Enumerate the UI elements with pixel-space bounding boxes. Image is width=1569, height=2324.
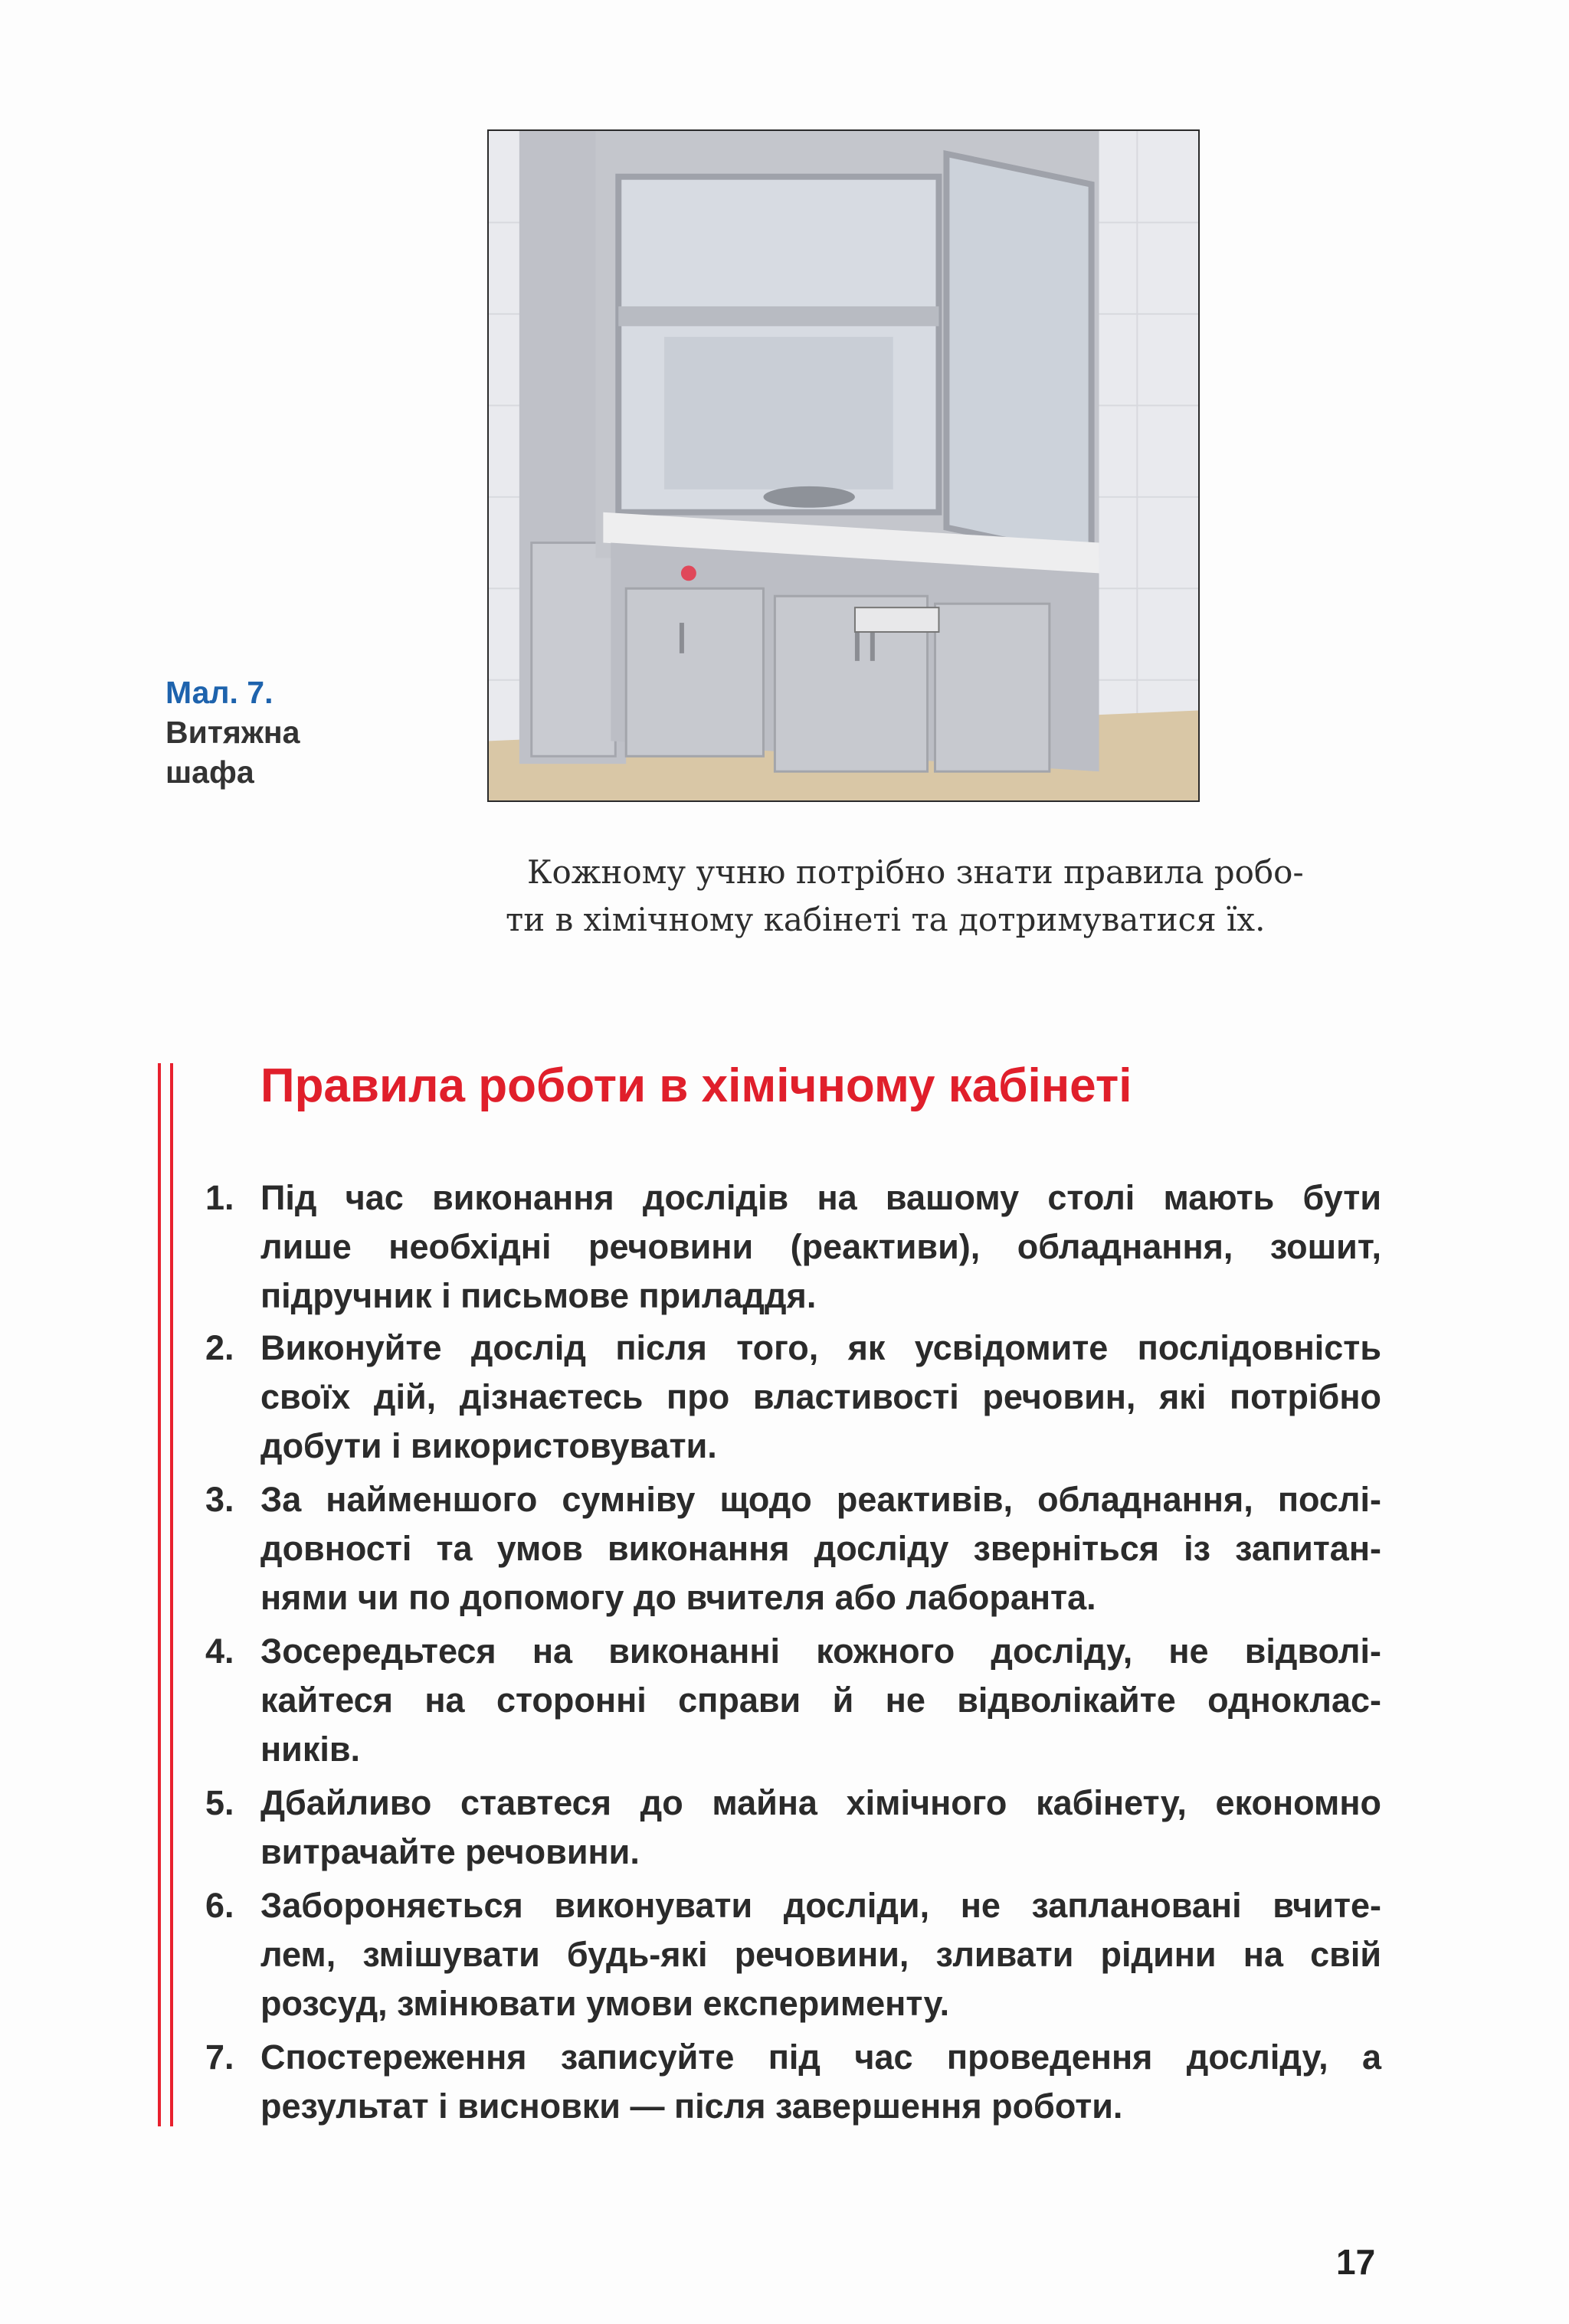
rule-line: Виконуйте дослід після того, як усвідомите послідовність (260, 1328, 1381, 1367)
intro-line: ти в хімічному кабінеті та дотримуватися їх. (506, 901, 1266, 938)
rule-line: Під час виконання дослідів на вашому столі мають бути (260, 1178, 1381, 1217)
figure-caption-line: шафа (165, 754, 254, 790)
rule-line: своїх дій, дізнаєтесь про властивості речовин, які потрібно (260, 1377, 1381, 1416)
rule-line: ників. (260, 1730, 361, 1769)
rule-line: лем, змішувати будь-які речовини, зливати рідини на свій (260, 1935, 1381, 1974)
rule-number: 3. (205, 1480, 234, 1519)
rule-number: 2. (205, 1328, 234, 1367)
rule-line: кайтеся на сторонні справи й не відволікайте одноклас- (260, 1681, 1381, 1720)
figure-number: Мал. 7. (165, 675, 274, 710)
fume-hood-photo (487, 129, 1200, 802)
rule-number: 1. (205, 1178, 234, 1217)
rule-line: нями чи по допомогу до вчителя або лаборанта. (260, 1578, 1096, 1617)
rule-number: 7. (205, 2038, 234, 2077)
figure-caption-line: Витяжна (165, 715, 300, 750)
rule-line: Спостереження записуйте під час проведення досліду, а (260, 2038, 1381, 2077)
figure-caption (165, 673, 365, 792)
intro-line: Кожному учню потрібно знати правила робо- (527, 853, 1304, 891)
rule-line: Забороняється виконувати досліди, не заплановані вчите- (260, 1886, 1381, 1925)
rule-line: добути і використовувати. (260, 1426, 717, 1465)
rule-line: Зосередьтеся на виконанні кожного досліду, не відволі- (260, 1632, 1381, 1671)
rule-number: 5. (205, 1783, 234, 1822)
rule-line: довності та умов виконання досліду зверніться із запитан- (260, 1529, 1381, 1568)
rule-line: За найменшого сумніву щодо реактивів, обладнання, послі- (260, 1480, 1381, 1519)
rule-line: витрачайте речовини. (260, 1832, 640, 1871)
intro-paragraph (506, 849, 1387, 944)
rule-line: розсуд, змінювати умови експерименту. (260, 1984, 950, 2023)
rule-line: підручник і письмове приладдя. (260, 1276, 817, 1315)
rule-number: 6. (205, 1886, 234, 1925)
rule-line: лише необхідні речовини (реактиви), обладнання, зошит, (260, 1227, 1381, 1266)
section-margin-bars (158, 1063, 173, 2126)
page-number: 17 (1336, 2242, 1376, 2282)
rule-line: Дбайливо ставтеся до майна хімічного кабінету, економно (260, 1783, 1381, 1822)
rule-number: 4. (205, 1632, 234, 1671)
fume-hood-illustration (489, 131, 1198, 800)
rules-heading: Правила роботи в хімічному кабінеті (260, 1059, 1132, 1112)
rule-line: результат і висновки — після завершення роботи. (260, 2087, 1123, 2126)
